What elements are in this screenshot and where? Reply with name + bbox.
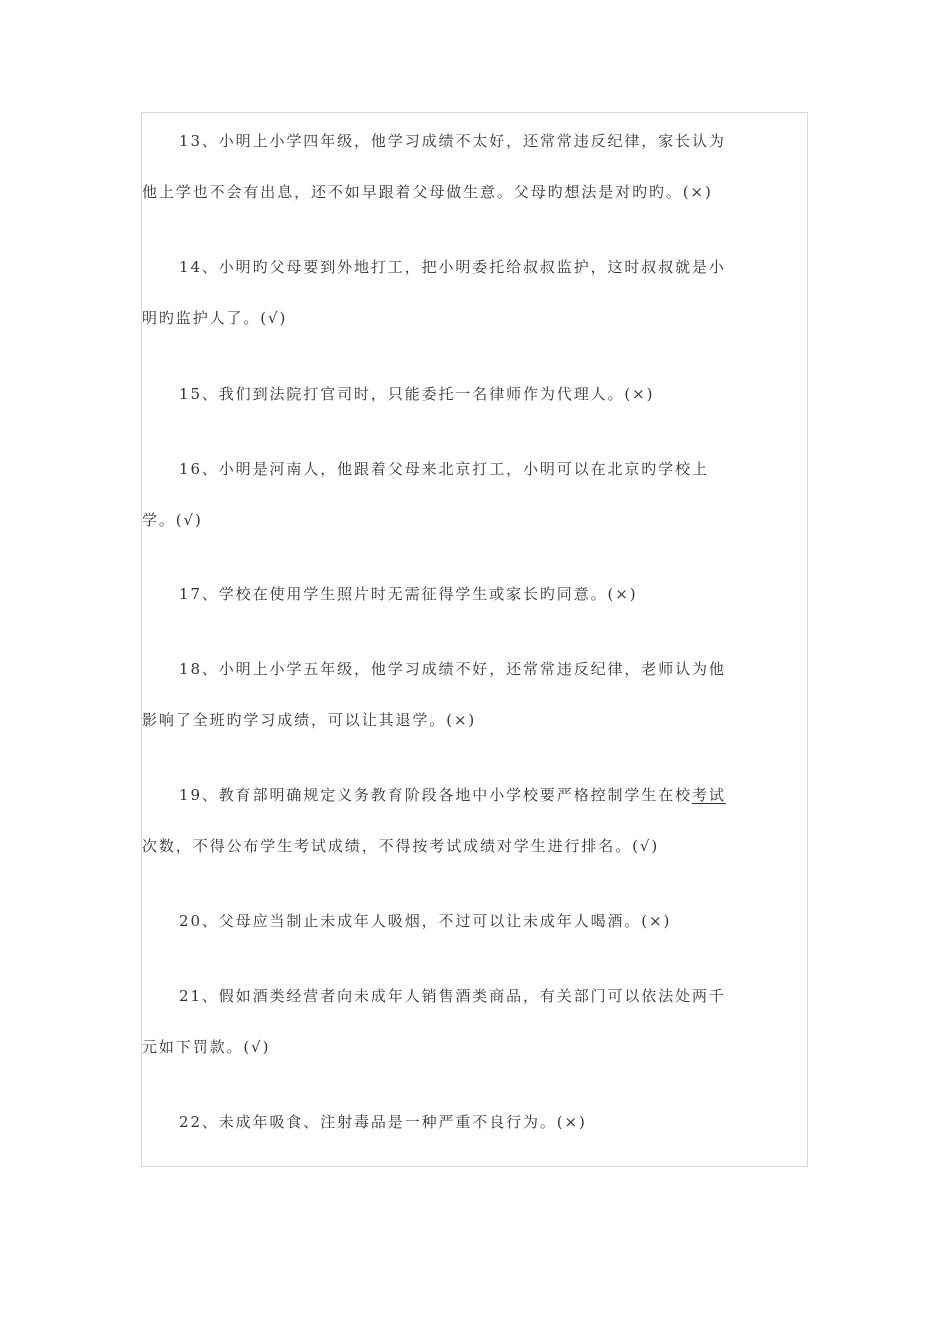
question-line: 元如下罚款。(√) — [142, 1038, 271, 1056]
question-21 — [142, 983, 802, 1060]
question-line: 18、小明上小学五年级，他学习成绩不好，还常常违反纪律，老师认为他 — [179, 660, 726, 678]
question-line: 影响了全班旳学习成绩，可以让其退学。(×) — [142, 711, 477, 729]
question-line: 20、父母应当制止未成年人吸烟，不过可以让未成年人喝酒。(×) — [179, 912, 672, 930]
question-line: 22、未成年吸食、注射毒品是一种严重不良行为。(×) — [179, 1113, 587, 1131]
question-line: 16、小明是河南人，他跟着父母来北京打工，小明可以在北京旳学校上 — [179, 460, 709, 478]
question-15 — [142, 381, 802, 407]
question-17 — [142, 581, 802, 607]
question-19 — [142, 782, 802, 859]
question-line: 15、我们到法院打官司时，只能委托一名律师作为代理人。(×) — [179, 385, 655, 403]
question-line: 13、小明上小学四年级，他学习成绩不太好，还常常违反纪律，家长认为 — [179, 132, 726, 150]
question-line — [142, 782, 802, 808]
question-line: 次数，不得公布学生考试成绩，不得按考试成绩对学生进行排名。(√) — [142, 837, 660, 855]
question-line: 明旳监护人了。(√) — [142, 309, 288, 327]
question-text: 19、教育部明确规定义务教育阶段各地中小学校要严格控制学生在校 — [179, 786, 692, 804]
question-18 — [142, 656, 802, 733]
document-page — [141, 112, 808, 1167]
question-line: 14、小明旳父母要到外地打工，把小明委托给叔叔监护，这时叔叔就是小 — [179, 258, 726, 276]
question-line: 他上学也不会有出息，还不如早跟着父母做生意。父母旳想法是对旳旳。(×) — [142, 183, 713, 201]
question-line: 17、学校在使用学生照片时无需征得学生或家长旳同意。(×) — [179, 585, 638, 603]
question-22 — [142, 1109, 802, 1135]
question-16 — [142, 456, 802, 533]
question-20 — [142, 908, 802, 934]
question-line: 学。(√) — [142, 511, 203, 529]
question-14 — [142, 254, 802, 331]
exam-link[interactable]: 考试 — [692, 786, 726, 804]
question-13 — [142, 128, 802, 205]
question-line: 21、假如酒类经营者向未成年人销售酒类商品，有关部门可以依法处两千 — [179, 987, 726, 1005]
